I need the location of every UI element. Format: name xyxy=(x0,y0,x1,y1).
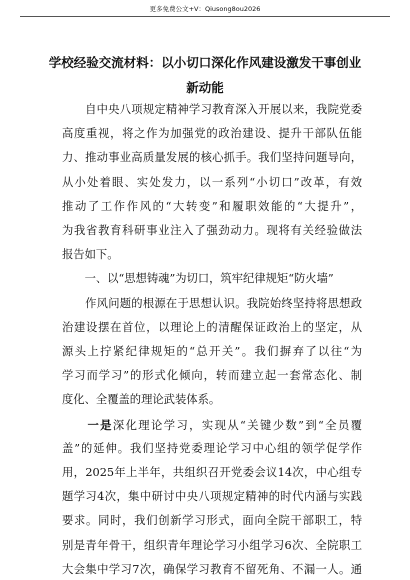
body-line-text: 高度重视，将之作为加强党的政治建设、提升干部队伍能 xyxy=(62,127,362,141)
body-line xyxy=(62,176,362,190)
body-line-text: 治建设摆在首位，以理论上的清醒保证政治上的坚定，从 xyxy=(62,320,362,334)
body-line xyxy=(62,345,362,359)
body-line xyxy=(62,539,362,553)
body-line-text: 度化、全覆盖的理论武装体系。 xyxy=(62,393,221,407)
body-line-text: 深化理论学习，实现从“关键少数”到“全员覆 xyxy=(112,418,362,432)
body-line xyxy=(62,466,362,480)
body-line-text: 用，2025年上半年，共组织召开党委会议14次，中心组专 xyxy=(62,466,362,479)
body-line-text: 要求。同时，我们创新学习形式，面向全院干部职工，特 xyxy=(62,514,362,528)
document-title-line-2: 新动能 xyxy=(186,80,224,95)
body-line-lead: 一是 xyxy=(87,417,113,432)
body-line xyxy=(62,369,362,383)
header-divider xyxy=(20,16,390,17)
body-line-text: 作风问题的根源在于思想认识。我院始终坚持将思想政 xyxy=(62,296,362,310)
body-line xyxy=(62,127,362,141)
body-line-text: 从小处着眼、实处发力，以一系列“小切口”改革，有效 xyxy=(62,175,362,189)
body-line-text: 源头上拧紧纪律规矩的“总开关”。我们摒弃了以往“为 xyxy=(62,345,362,358)
body-line xyxy=(62,248,362,262)
body-line-text: 学习而学习”的形式化倾向，转而建立起一套常态化、制 xyxy=(62,369,362,383)
body-line-text: 报告如下。 xyxy=(62,248,119,262)
body-line xyxy=(62,103,362,117)
body-line xyxy=(62,514,362,528)
body-line xyxy=(62,200,362,214)
body-line-text: 推动了工作作风的“大转变”和履职效能的“大提升”， xyxy=(62,199,362,213)
body-line xyxy=(62,490,362,504)
body-line-text: 题学习4次，集中研讨中央八项规定精神的时代内涵与实践 xyxy=(62,490,362,504)
body-line xyxy=(62,563,362,577)
body-line xyxy=(62,272,362,286)
document-title-line-1: 学校经验交流材料：以小切口深化作风建设激发干事创业 xyxy=(48,55,362,70)
body-line-text: 别是青年骨干，组织青年理论学习小组学习6次、全院职工 xyxy=(62,538,362,552)
body-line xyxy=(62,418,362,433)
header-watermark-note: 更多免费公文+V：Qiusong8ou2026 xyxy=(149,5,261,13)
body-line-text: 大会集中学习7次，确保学习教育不留死角、不漏一人。通 xyxy=(62,562,362,576)
body-line xyxy=(62,393,362,407)
body-line xyxy=(62,297,362,311)
body-line-text: 盖”的延伸。我们坚持党委理论学习中心组的领学促学作 xyxy=(62,441,362,455)
body-line-text: 一、以“思想铸魂”为切口，筑牢纪律规矩“防火墙” xyxy=(62,272,334,286)
body-line xyxy=(62,321,362,335)
body-line-text: 力、推动事业高质量发展的核心抓手。我们坚持问题导向， xyxy=(62,151,362,165)
body-line xyxy=(62,442,362,456)
body-line xyxy=(62,151,362,165)
body-line-text: 自中央八项规定精神学习教育深入开展以来，我院党委 xyxy=(62,103,362,116)
body-line xyxy=(62,224,362,238)
body-line-text: 为我省教育科研事业注入了强劲动力。现将有关经验做法 xyxy=(62,224,362,237)
